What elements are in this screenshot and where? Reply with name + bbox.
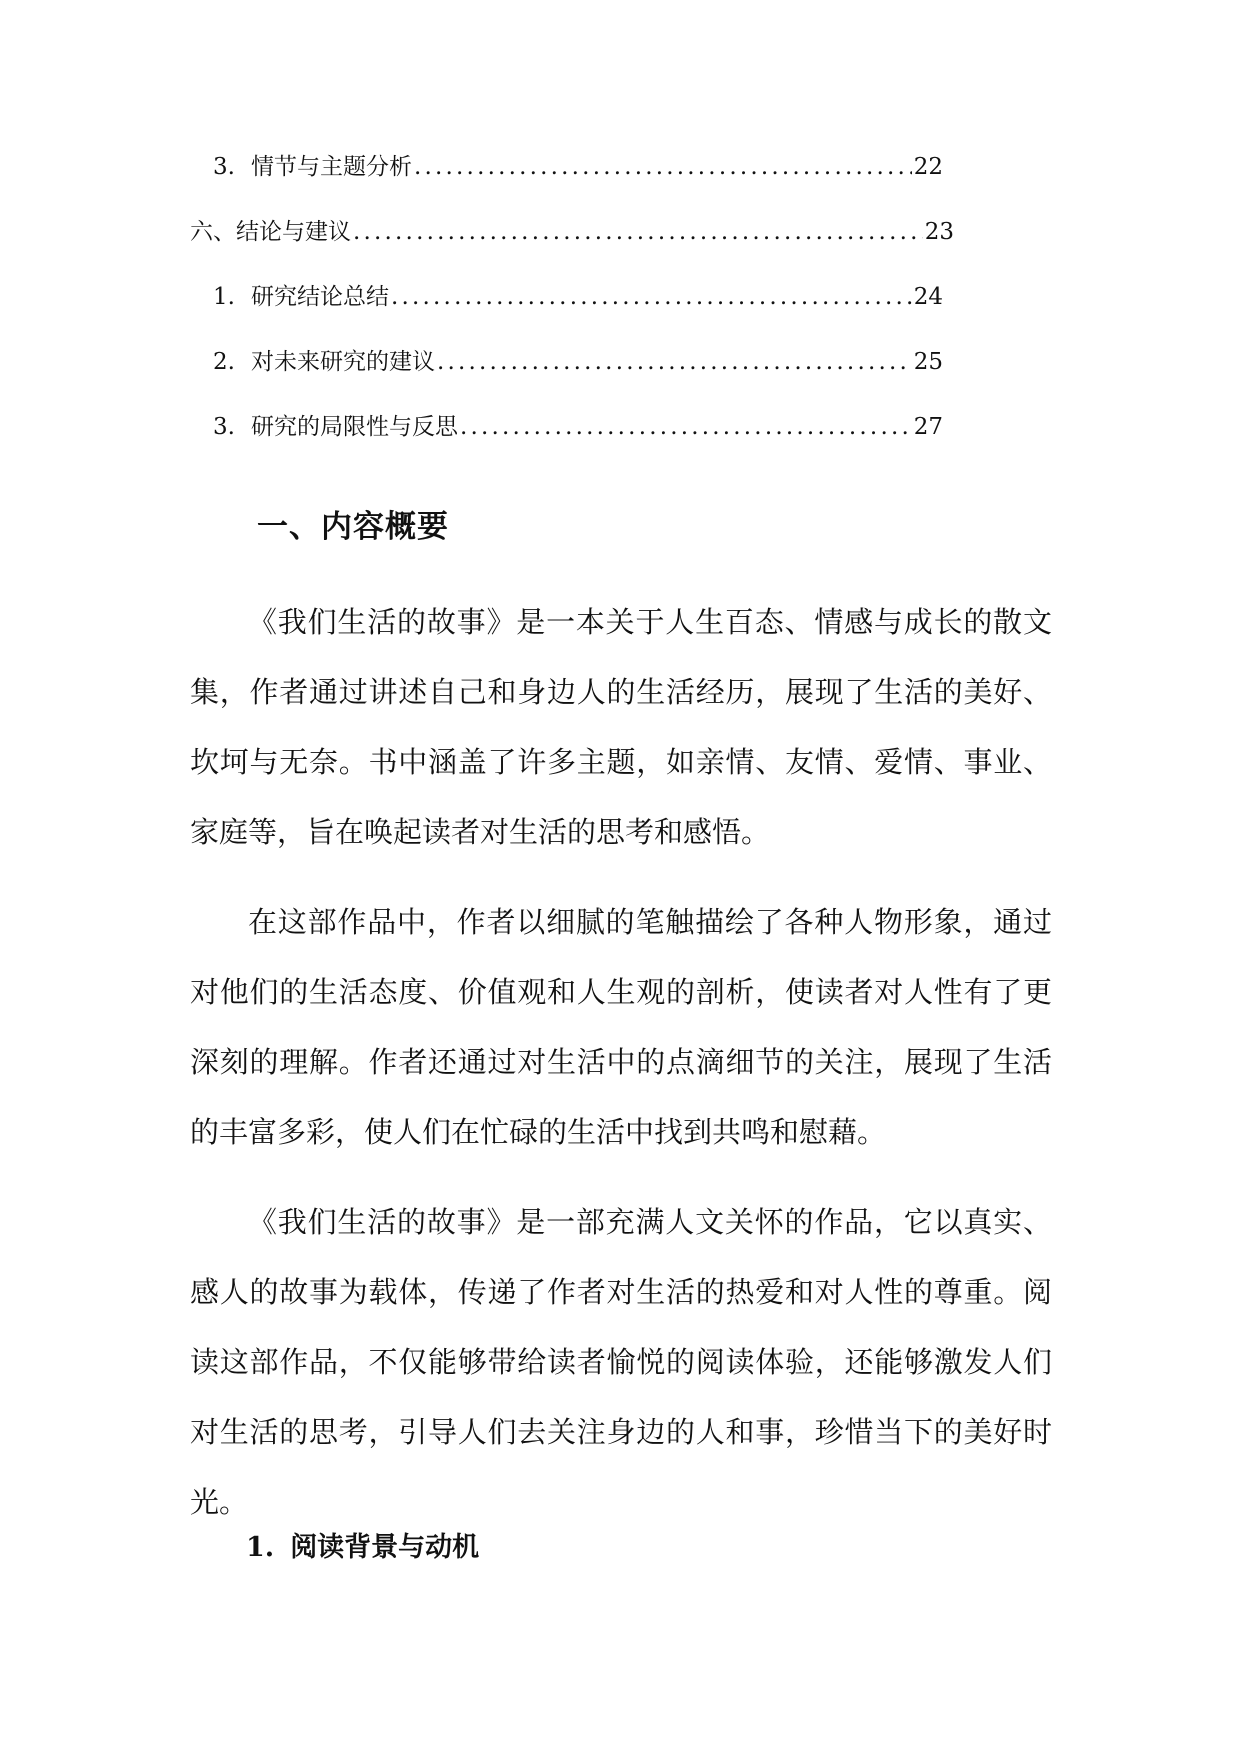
toc-entry[interactable] <box>213 346 943 378</box>
subsection-title: 阅读背景与动机 <box>290 1532 480 1563</box>
body-paragraph: 在这部作品中，作者以细腻的笔触描绘了各种人物形象，通过对他们的生活态度、价值观和人生观的剖析，使读者对人性有了更深刻的理解。作者还通过对生活中的点滴细节的关注，展现了生活的丰富多彩，使人们在忙碌的生活中找到共鸣和慰藉。 <box>190 905 1052 1149</box>
toc-entry-page: 24 <box>913 284 943 310</box>
toc-leader-dots <box>391 281 912 313</box>
toc-leader-dots <box>460 411 912 443</box>
subsection-number: 1. <box>246 1532 275 1563</box>
toc-entry-title: 研究的局限性与反思 <box>251 414 458 440</box>
toc-entry-page: 27 <box>913 414 943 440</box>
toc-entry[interactable] <box>190 216 954 248</box>
toc-entry-page: 25 <box>913 349 943 375</box>
toc-entry-title: 研究结论总结 <box>251 284 389 310</box>
toc-leader-dots <box>353 216 923 248</box>
toc-entry-number: 3. <box>213 154 235 180</box>
toc-entry-title: 情节与主题分析 <box>251 154 412 180</box>
toc-leader-dots <box>414 151 912 183</box>
toc-entry-number: 3. <box>213 414 235 440</box>
body-paragraph: 《我们生活的故事》是一部充满人文关怀的作品，它以真实、感人的故事为载体，传递了作者对生活的热爱和对人性的尊重。阅读这部作品，不仅能够带给读者愉悦的阅读体验，还能够激发人们对生活的思考，引导人们去关注身边的人和事，珍惜当下的美好时光。 <box>190 1205 1052 1519</box>
toc-entry-number: 1. <box>213 284 235 310</box>
body-paragraph: 《我们生活的故事》是一本关于人生百态、情感与成长的散文集，作者通过讲述自己和身边人的生活经历，展现了生活的美好、坎坷与无奈。书中涵盖了许多主题，如亲情、友情、爱情、事业、家庭等，旨在唤起读者对生活的思考和感悟。 <box>190 605 1052 849</box>
subsection-heading <box>246 1526 479 1570</box>
toc-entry[interactable] <box>213 281 943 313</box>
toc-entry[interactable] <box>213 411 943 443</box>
toc-entry[interactable] <box>213 151 943 183</box>
toc-entry-title: 六、结论与建议 <box>190 219 351 245</box>
toc-entry-title: 对未来研究的建议 <box>251 349 435 375</box>
toc-entry-page: 23 <box>924 219 954 245</box>
toc-leader-dots <box>437 346 912 378</box>
toc-entry-number: 2. <box>213 349 235 375</box>
section-heading: 一、内容概要 <box>257 509 449 545</box>
toc-entry-page: 22 <box>913 154 943 180</box>
